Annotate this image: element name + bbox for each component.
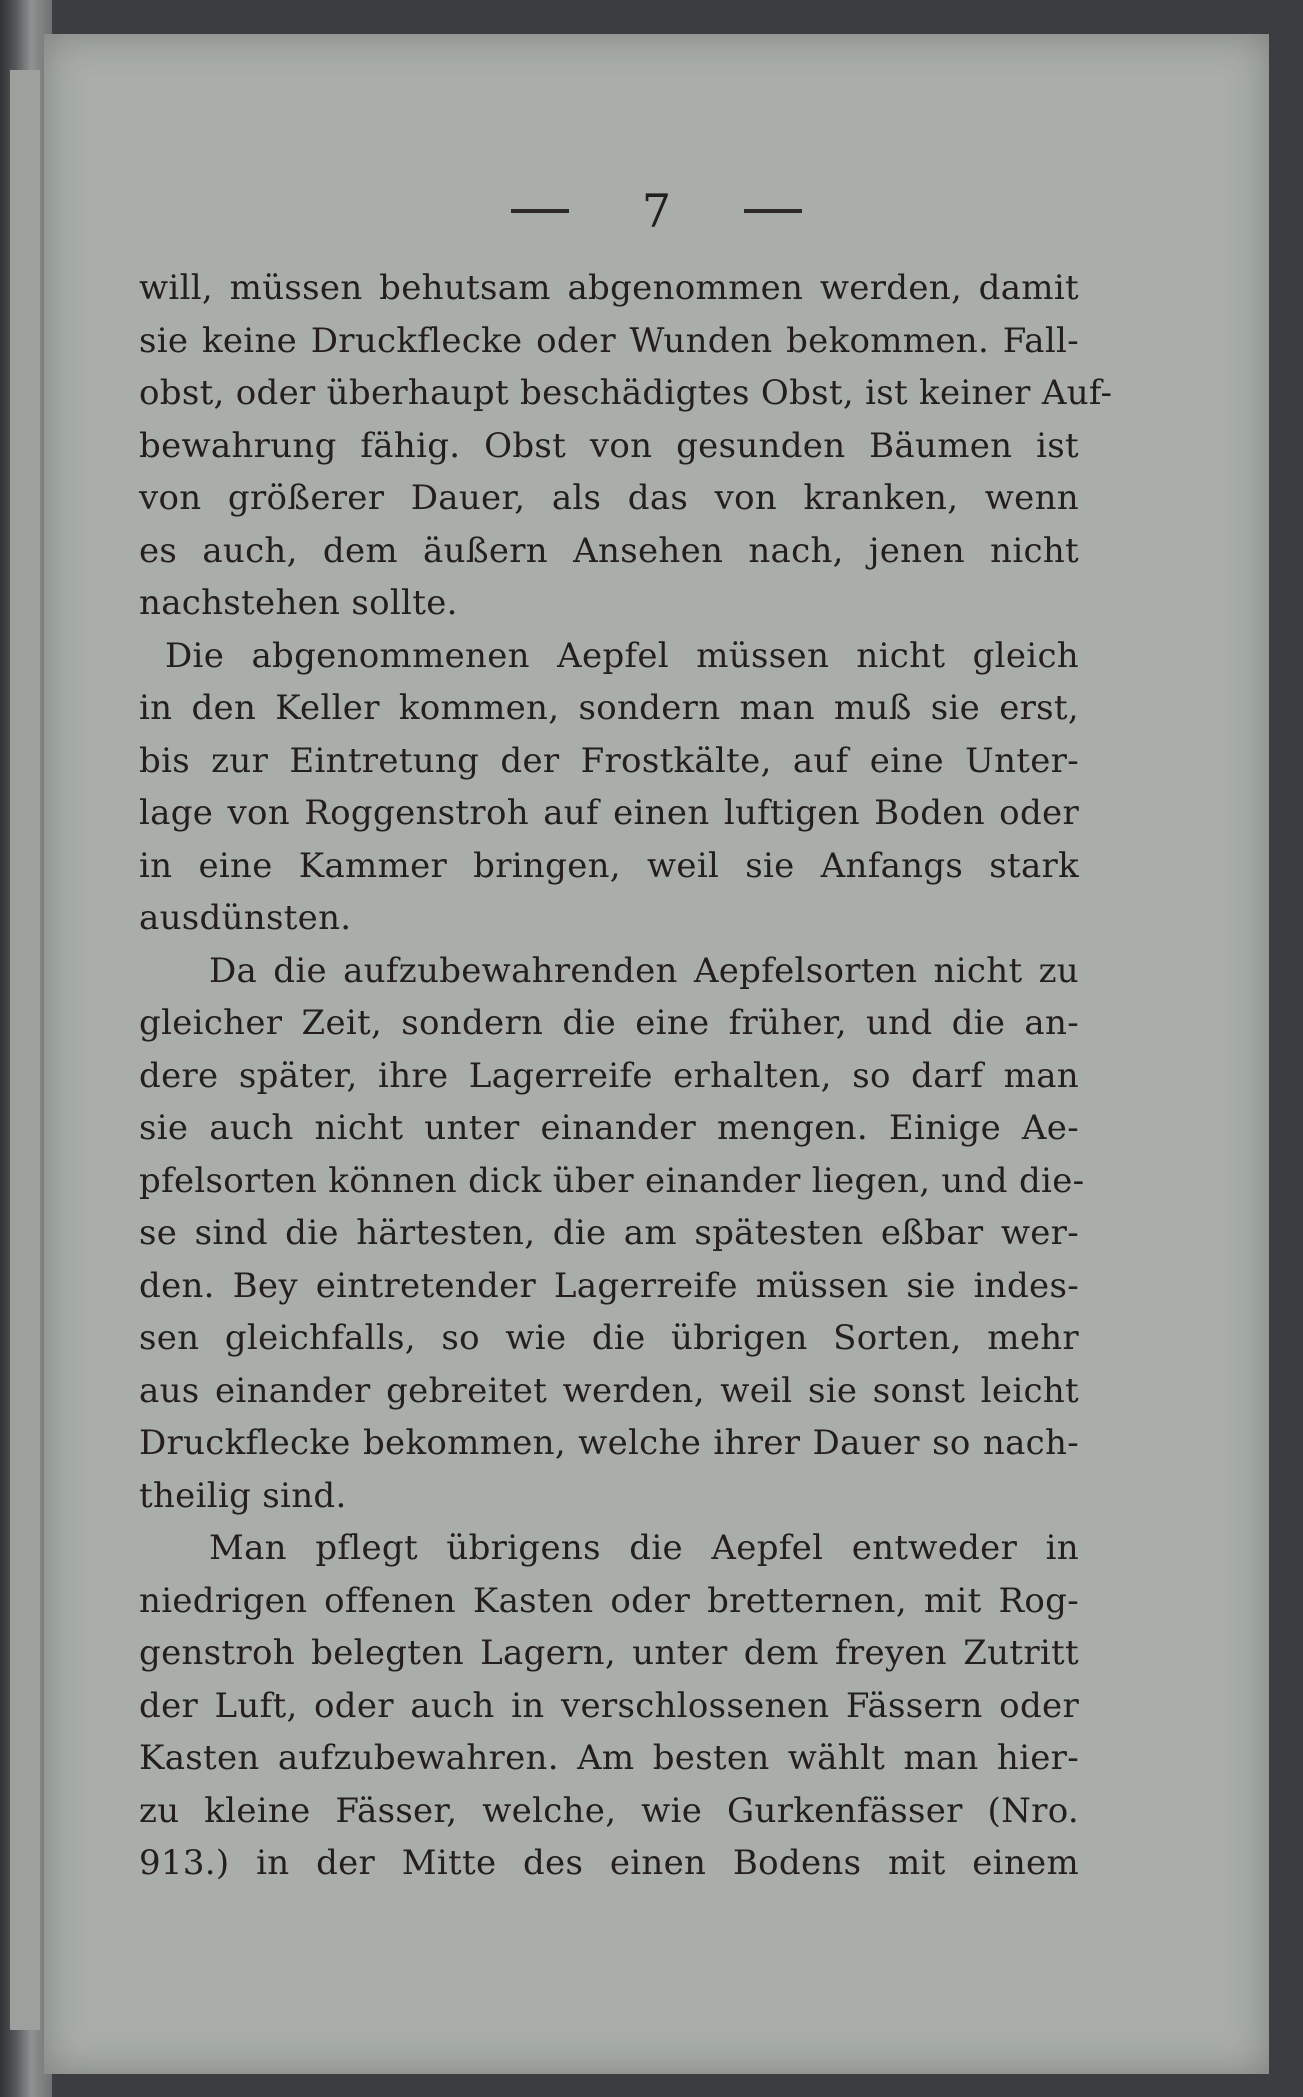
text-line: will, müssen behutsam abgenommen werden, damit: [139, 268, 1079, 308]
text-line: bis zur Eintretung der Frostkälte, auf eine Unter-: [139, 740, 1079, 781]
text-line: in den Keller kommen, sondern man muß sie erst,: [139, 688, 1079, 728]
text-line: in eine Kammer bringen, weil sie Anfangs stark: [139, 845, 1079, 886]
text-line: den. Bey eintretender Lagerreife müssen sie indes-: [139, 1265, 1079, 1306]
text-line: sen gleichfalls, so wie die übrigen Sorten, mehr: [139, 1318, 1079, 1358]
text-line: pfelsorten können dick über einander liegen, und die-: [139, 1160, 1085, 1201]
text-line: der Luft, oder auch in verschlossenen Fässern oder: [139, 1685, 1079, 1726]
text-line: Druckflecke bekommen, welche ihrer Dauer so nach-: [139, 1423, 1079, 1463]
text-line: aus einander gebreitet werden, weil sie sonst leicht: [139, 1370, 1079, 1411]
previous-page-edge: [10, 70, 40, 2030]
text-line: genstroh belegten Lagern, unter dem freyen Zutritt: [139, 1633, 1079, 1673]
text-line: zu kleine Fässer, welche, wie Gurkenfässer (Nro.: [139, 1790, 1079, 1831]
text-line: es auch, dem äußern Ansehen nach, jenen nicht: [139, 530, 1079, 571]
text-line: dere später, ihre Lagerreife erhalten, so darf man: [139, 1055, 1079, 1096]
text-line: nachstehen sollte.: [139, 583, 458, 623]
text-line: bewahrung fähig. Obst von gesunden Bäumen ist: [139, 425, 1079, 466]
header-dash-right: [744, 209, 802, 213]
text-line: 913.) in der Mitte des einen Bodens mit einem: [139, 1843, 1079, 1883]
text-line: Da die aufzubewahrenden Aepfelsorten nicht zu: [209, 950, 1079, 991]
text-line: niedrigen offenen Kasten oder bretternen, mit Rog-: [139, 1580, 1079, 1621]
text-line: ausdünsten.: [139, 898, 352, 938]
text-line: gleicher Zeit, sondern die eine früher, und die an-: [139, 1003, 1079, 1043]
book-page: [44, 34, 1269, 2074]
page-number: 7: [641, 184, 672, 238]
page-header: [44, 184, 1269, 244]
text-line: sie keine Druckflecke oder Wunden bekommen. Fall-: [139, 320, 1079, 361]
text-line: sie auch nicht unter einander mengen. Einige Ae-: [139, 1108, 1079, 1148]
text-line: se sind die härtesten, die am spätesten eßbar wer-: [139, 1213, 1079, 1253]
text-line: Man pflegt übrigens die Aepfel entweder in: [209, 1528, 1079, 1568]
text-line: von größerer Dauer, als das von kranken, wenn: [139, 478, 1079, 518]
text-line: theilig sind.: [139, 1475, 347, 1516]
header-dash-left: [511, 209, 569, 213]
text-line: obst, oder überhaupt beschädigtes Obst, ist keiner Auf-: [139, 373, 1113, 413]
body-text: [139, 262, 1113, 1890]
text-line: Kasten aufzubewahren. Am besten wählt man hier-: [139, 1738, 1079, 1778]
text-line: Die abgenommenen Aepfel müssen nicht gleich: [165, 635, 1079, 676]
text-line: lage von Roggenstroh auf einen luftigen Boden oder: [139, 793, 1079, 833]
